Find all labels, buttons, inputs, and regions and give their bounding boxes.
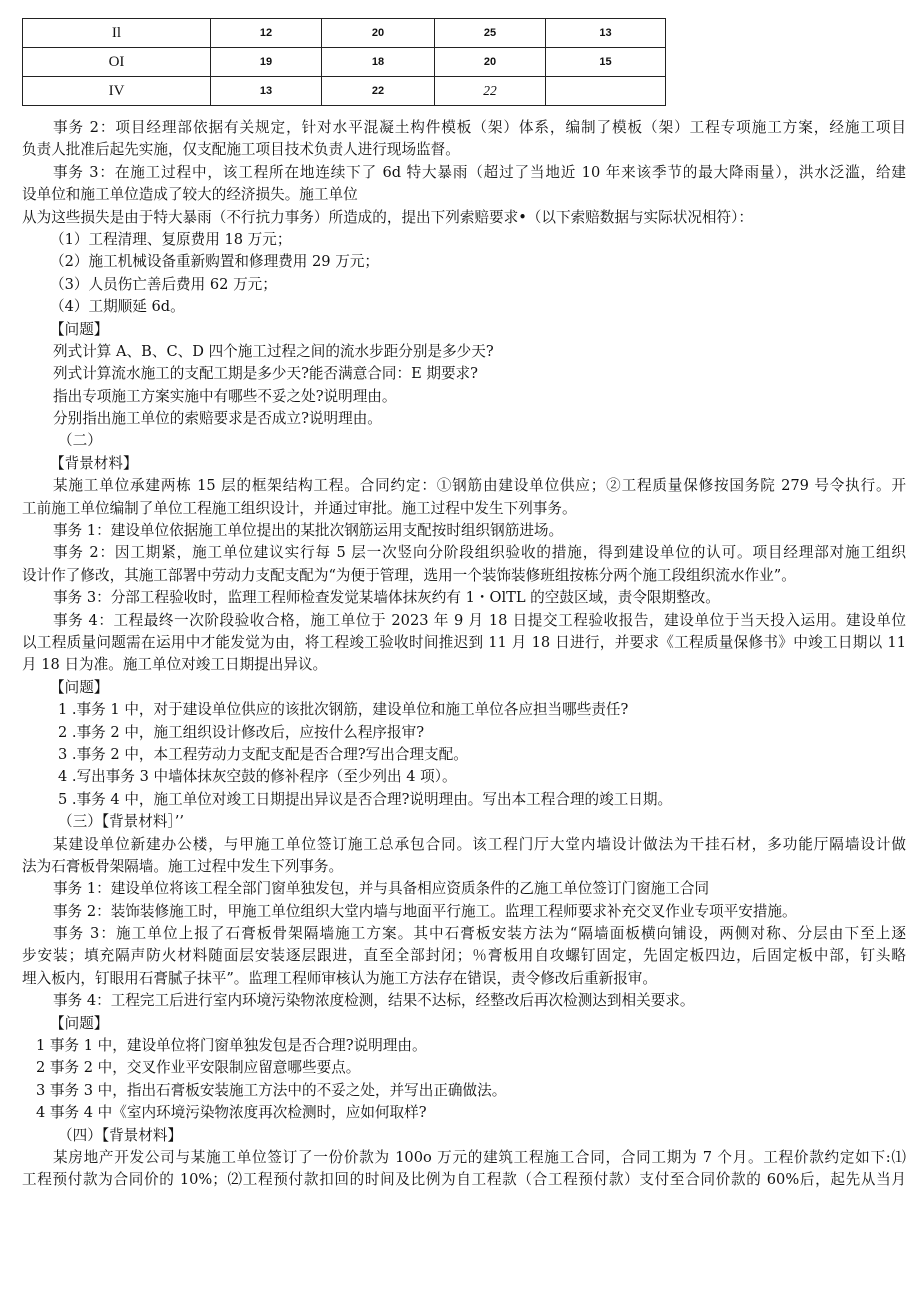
table-row [23, 19, 666, 48]
section-number: （二） [58, 432, 102, 450]
question-line: 5 .事务 4 中，施工单位对竣工日期提出异议是否合理?说明理由。写出本工程合理的竣工日期。 [58, 790, 673, 808]
paragraph-line: 事务 2：因工期紧，施工单位建议实行每 5 层一次竖向分阶段组织验收的措施，得到建设单位的认可。项目经理部对施工组织 [53, 544, 906, 562]
paragraph-line: 事务 1：建设单位依据施工单位提出的某批次钢筋运用支配按时组织钢筋进场。 [53, 522, 564, 540]
paragraph-line: 事务 3：施工单位上报了石膏板骨架隔墙施工方案。其中石膏板安装方法为“隔墙面板横向铺设，两侧对称、分层由下至上逐 [53, 925, 906, 943]
question-line: 指出专项施工方案实施中有哪些不妥之处?说明理由。 [53, 387, 397, 405]
table-cell: 15 [546, 48, 666, 77]
list-item: （2）施工机械设备重新购置和修理费用 29 万元； [50, 253, 380, 271]
table-row [23, 77, 666, 106]
paragraph-line: 事务 2：装饰装修施工时，甲施工单位组织大堂内墙与地面平行施工。监理工程师要求补充交叉作业专项平安措施。 [53, 902, 797, 920]
paragraph-line: 工前施工单位编制了单位工程施工组织设计，并通过审批。施工过程中发生下列事务。 [22, 499, 577, 517]
paragraph-line: 负责人批准后起先实施，仅支配施工项目技术负责人进行现场监督。 [22, 141, 460, 159]
table-cell: 25 [435, 19, 546, 48]
question-line: 3 .事务 2 中，本工程劳动力支配支配是否合理?写出合理支配。 [58, 745, 468, 763]
table-cell: 22 [322, 77, 435, 106]
paragraph-line: 设单位和施工单位造成了较大的经济损失。施工单位 [22, 186, 358, 204]
section-heading: 【问题】 [50, 320, 109, 338]
paragraph-line: 事务 3：分部工程验收时，监理工程师检查发觉某墙体抹灰约有 1・OlTL 的空鼓区域，责令限期整改。 [53, 589, 720, 607]
progress-table [22, 18, 666, 106]
question-line: 分别指出施工单位的索赔要求是否成立?说明理由。 [53, 410, 382, 428]
question-line: 2 .事务 2 中，施工组织设计修改后，应按什么程序报审? [58, 723, 425, 741]
question-line: 4 .写出事务 3 中墙体抹灰空鼓的修补程序（至少列出 4 项）。 [58, 768, 457, 786]
question-line: 4 事务 4 中《室内环境污染物浓度再次检测时，应如何取样? [36, 1104, 427, 1122]
list-item: （1）工程清理、复原费用 18 万元； [50, 230, 292, 248]
question-line: 列式计算 A、B、C、D 四个施工过程之间的流水步距分别是多少天? [53, 342, 494, 360]
table-row [23, 48, 666, 77]
row-label: Il [23, 19, 211, 48]
question-line: 1 .事务 1 中，对于建设单位供应的该批次钢筋，建设单位和施工单位各应担当哪些责任? [58, 701, 629, 719]
paragraph-line: 以工程质量问题需在运用中才能发觉为由，将工程竣工验收时间推迟到 11 月 18 日进行，并要求《工程质量保修书》中竣工日期以 11 [22, 633, 906, 651]
paragraph-line: 事务 4：工程完工后进行室内环境污染物浓度检测，结果不达标，经整改后再次检测达到相关要求。 [53, 992, 695, 1010]
paragraph-line: 事务 1：建设单位将该工程全部门窗单独发包，并与具备相应资质条件的乙施工单位签订门窗施工合同 [53, 880, 710, 898]
paragraph-line: 某建设单位新建办公楼，与甲施工单位签订施工总承包合同。该工程门厅大堂内墙设计做法为干挂石材，多功能厅隔墙设计做 [53, 835, 906, 853]
paragraph-line: 工程预付款为合同价的 10%；⑵工程预付款扣回的时间及比例为自工程款（合工程预付款）支付至合同价款的 60%后，起先从当月 [22, 1171, 906, 1189]
paragraph-line: 步安装；填充隔声防火材料随面层安装逐层跟进，直至全部封闭；％膏板用自攻螺钉固定，先固定板四边，后固定板中部，钉头略 [22, 947, 906, 965]
section-heading: （四）【背景材料】 [58, 1126, 183, 1144]
section-heading: （三）【背景材料］’’ [58, 813, 185, 831]
question-line: 列式计算流水施工的支配工期是多少天?能否满意合同：E 期要求? [53, 365, 478, 383]
paragraph-line: 事务 3：在施工过程中，该工程所在地连续下了 6d 特大暴雨（超过了当地近 10 年来该季节的最大降雨量），洪水泛滥，给建 [53, 163, 906, 181]
row-label: IV [23, 77, 211, 106]
list-item: （3）人员伤亡善后费用 62 万元； [50, 275, 277, 293]
section-heading: 【背景材料】 [50, 454, 138, 472]
paragraph-line: 事务 4：工程最终一次阶段验收合格，施工单位于 2023 年 9 月 18 日提交工程验收报告，建设单位于当天投入运用。建设单位 [53, 611, 906, 629]
table-cell: 13 [211, 77, 322, 106]
table-cell: 22 [435, 77, 546, 106]
paragraph-line: 埋入板内，钉眼用石膏腻子抹平”。监理工程师审核认为施工方法存在错误，责令修改后重新报审。 [22, 969, 657, 987]
row-label: OI [23, 48, 211, 77]
table-cell: 20 [322, 19, 435, 48]
paragraph-line: 设计作了修改，其施工部署中劳动力支配支配为“为便于管理，选用一个装饰装修班组按栋分两个施工段组织流水作业”。 [22, 566, 796, 584]
table-cell: 20 [435, 48, 546, 77]
table-cell [546, 77, 666, 106]
paragraph-line: 从为这些损失是由于特大暴雨（不行抗力事务）所造成的，提出下列索赔要求•（以下索赔数据与实际状况相符）： [22, 208, 754, 226]
section-heading: 【问题】 [50, 678, 109, 696]
section-heading: 【问题】 [50, 1014, 109, 1032]
paragraph-line: 事务 2：项目经理部依据有关规定，针对水平混凝土构件模板（架）体系，编制了模板（架）工程专项施工方案，经施工项目 [53, 119, 906, 136]
document-body [22, 117, 906, 1192]
list-item: （4）工期顺延 6d。 [50, 298, 185, 316]
paragraph-line: 法为石膏板骨架隔墙。施工过程中发生下列事务。 [22, 857, 344, 875]
paragraph-line: 月 18 日为准。施工单位对竣工日期提出异议。 [22, 656, 328, 674]
table-cell: 12 [211, 19, 322, 48]
question-line: 3 事务 3 中，指出石膏板安装施工方法中的不妥之处，并写出正确做法。 [36, 1081, 507, 1099]
table-cell: 13 [546, 19, 666, 48]
question-line: 2 事务 2 中，交叉作业平安限制应留意哪些要点。 [36, 1059, 361, 1077]
table-cell: 18 [322, 48, 435, 77]
table-cell: 19 [211, 48, 322, 77]
paragraph-line: 某施工单位承建两栋 15 层的框架结构工程。合同约定：①钢筋由建设单位供应；②工程质量保修按国务院 279 号令执行。开 [53, 477, 906, 495]
question-line: 1 事务 1 中，建设单位将门窗单独发包是否合理?说明理由。 [36, 1037, 427, 1055]
paragraph-line: 某房地产开发公司与某施工单位签订了一份价款为 100o 万元的建筑工程施工合同，合同工期为 7 个月。工程价款约定如下:⑴ [53, 1148, 906, 1166]
